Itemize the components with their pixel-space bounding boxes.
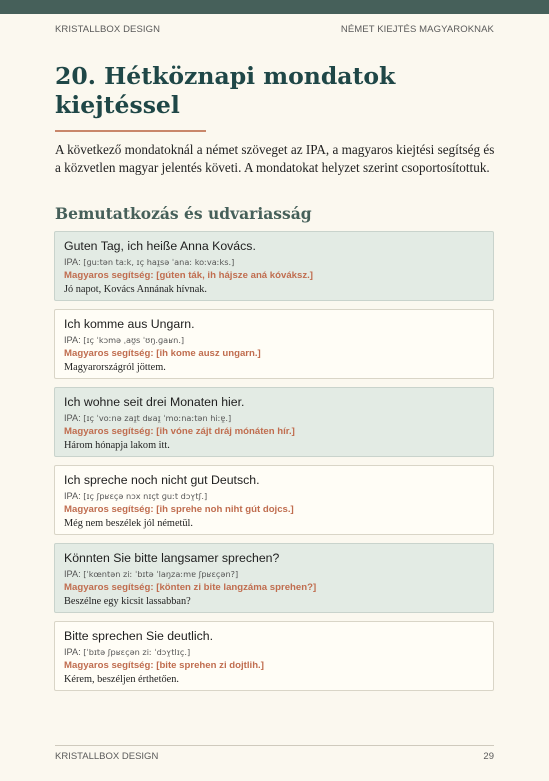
hungarian-help-line (64, 425, 484, 438)
ipa-label: IPA: (64, 647, 81, 657)
title-underline (55, 130, 206, 132)
help-label: Magyaros segítség: (64, 426, 154, 437)
german-sentence: Guten Tag, ich heiße Anna Kovács. (64, 239, 256, 253)
phrase-card (54, 543, 494, 613)
ipa-line (64, 490, 484, 502)
hungarian-meaning: Még nem beszélek jól németül. (64, 518, 193, 529)
chapter-title: 20. Hétköznapi mondatok kiejtéssel (55, 62, 396, 119)
hungarian-pronunciation: [ih vóne zájt dráj mónáten hír.] (156, 426, 295, 437)
german-sentence: Ich wohne seit drei Monaten hier. (64, 395, 245, 409)
hungarian-help-line (64, 269, 484, 282)
hungarian-meaning: Beszélne egy kicsit lassabban? (64, 596, 191, 607)
german-sentence: Ich spreche noch nicht gut Deutsch. (64, 473, 260, 487)
intro-paragraph: A következő mondatoknál a német szöveget az IPA, a magyaros kiejtési segítség és a közvetlen magyar jelentés követi. A mondatokat helyzet szerint csoportosítottuk. (55, 142, 495, 175)
phrase-card (54, 309, 494, 379)
phrase-card (54, 387, 494, 457)
help-label: Magyaros segítség: (64, 504, 154, 515)
hungarian-meaning: Kérem, beszéljen érthetően. (64, 674, 179, 685)
ipa-transcription: [ɪç ˈvoːnə zaɪ̯t dʁaɪ̯ ˈmoːnaːtən hiːɐ̯.] (83, 413, 232, 423)
ipa-line (64, 568, 484, 580)
hungarian-help-line (64, 503, 484, 516)
hungarian-pronunciation: [ih kome ausz ungarn.] (156, 348, 261, 359)
section-heading: Bemutatkozás és udvariasság (55, 204, 312, 223)
phrase-card (54, 621, 494, 691)
hungarian-pronunciation: [ih sprehe noh niht gút dojcs.] (156, 504, 294, 515)
hungarian-pronunciation: [gúten ták, ih hájsze aná kóváksz.] (156, 270, 313, 281)
help-label: Magyaros segítség: (64, 582, 154, 593)
ipa-label: IPA: (64, 569, 81, 579)
ipa-label: IPA: (64, 413, 81, 423)
phrase-card (54, 231, 494, 301)
ipa-line (64, 334, 484, 346)
hungarian-help-line (64, 581, 484, 594)
help-label: Magyaros segítség: (64, 348, 154, 359)
ipa-line (64, 256, 484, 268)
footer-divider (55, 745, 494, 746)
page-header (55, 24, 494, 35)
german-sentence: Bitte sprechen Sie deutlich. (64, 629, 214, 643)
ipa-transcription: [ˈkœntən ziː ˈbɪtə ˈlaŋzaːmɐ ʃpʁɛçən?] (83, 569, 239, 579)
hungarian-meaning: Magyarországról jöttem. (64, 362, 166, 373)
hungarian-pronunciation: [bite sprehen zi dojtlih.] (156, 660, 264, 671)
top-accent-bar (0, 0, 549, 14)
header-brand: KRISTALLBOX DESIGN (55, 24, 161, 35)
hungarian-help-line (64, 659, 484, 672)
ipa-line (64, 646, 484, 658)
ipa-line (64, 412, 484, 424)
footer-brand: KRISTALLBOX DESIGN (55, 751, 159, 762)
hungarian-meaning: Három hónapja lakom itt. (64, 440, 170, 451)
ipa-transcription: [ɪç ˈkɔmə ˌaʊ̯s ˈʊŋ.ɡaʁn.] (83, 335, 185, 345)
german-sentence: Könnten Sie bitte langsamer sprechen? (64, 551, 280, 565)
page-footer (55, 751, 494, 762)
header-book-title: NÉMET KIEJTÉS MAGYAROKNAK (340, 24, 494, 35)
hungarian-help-line (64, 347, 484, 360)
phrase-card (54, 465, 494, 535)
ipa-transcription: [ˈbɪtə ʃpʁɛçən ziː ˈdɔʏ̯tlɪç.] (83, 647, 191, 657)
ipa-label: IPA: (64, 491, 81, 501)
german-sentence: Ich komme aus Ungarn. (64, 317, 195, 331)
hungarian-meaning: Jó napot, Kovács Annának hívnak. (64, 284, 207, 295)
ipa-label: IPA: (64, 257, 81, 267)
help-label: Magyaros segítség: (64, 660, 154, 671)
ipa-transcription: [ɪç ʃpʁɛçə nɔx nɪçt ɡuːt dɔʏ̯tʃ.] (83, 491, 208, 501)
help-label: Magyaros segítség: (64, 270, 154, 281)
page-number: 29 (483, 751, 494, 762)
ipa-transcription: [ɡuːtən taːk, ɪç haɪ̯sə ˈanaː koːvaːks.] (83, 257, 235, 267)
hungarian-pronunciation: [könten zi bite langzáma sprehen?] (156, 582, 317, 593)
ipa-label: IPA: (64, 335, 81, 345)
phrase-list (54, 231, 494, 699)
